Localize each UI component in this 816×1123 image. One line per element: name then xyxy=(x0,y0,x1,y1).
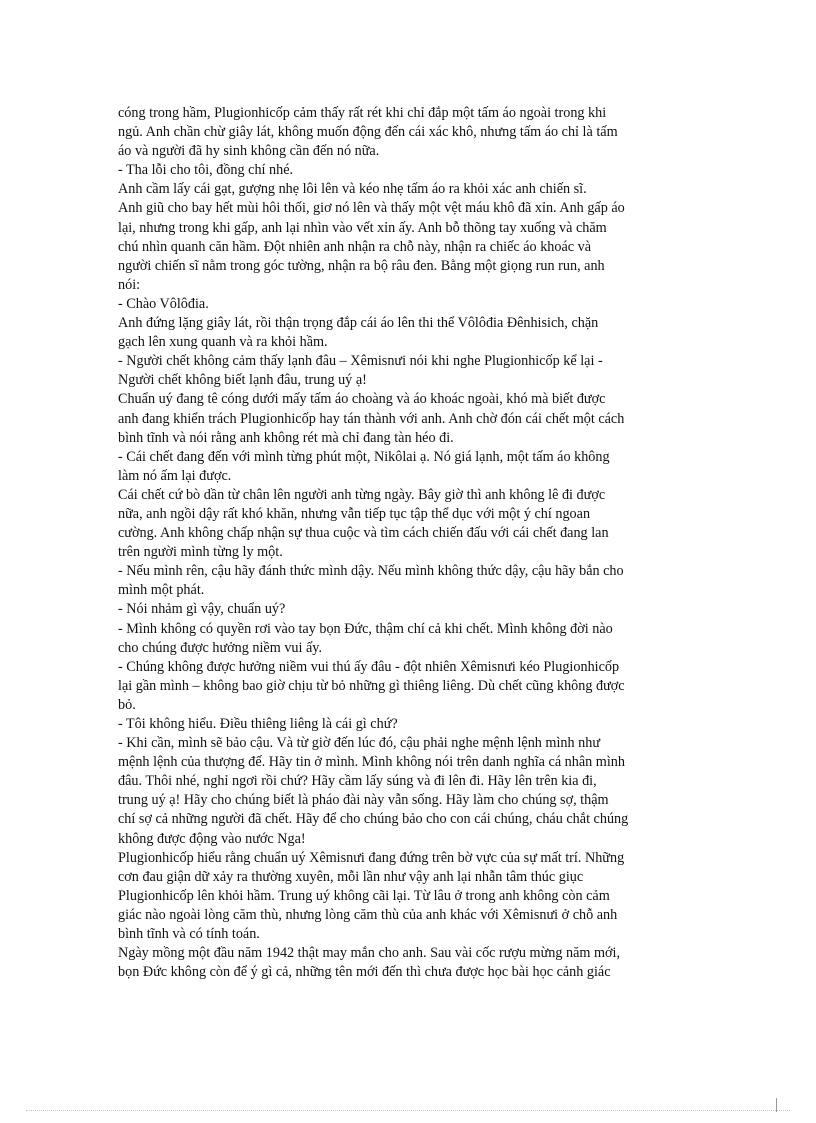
text-line: chú nhìn quanh căn hầm. Đột nhiên anh nhận ra chỗ này, nhận ra chiếc áo khoác và xyxy=(118,238,592,255)
text-line: Cái chết cứ bò dần từ chân lên người anh từng ngày. Bây giờ thì anh không lê đi được xyxy=(118,486,606,503)
text-line: cường. Anh không chấp nhận sự thua cuộc và tìm cách chiến đấu với cái chết đang lan xyxy=(118,525,609,542)
text-line: ngủ. Anh chần chừ giây lát, không muốn động đến cái xác khô, nhưng tấm áo chỉ là tấm xyxy=(118,124,618,141)
text-line: Ngày mồng một đầu năm 1942 thật may mắn cho anh. Sau vài cốc rượu mừng năm mới, xyxy=(118,945,621,962)
text-line: Plugionhicốp lên khỏi hầm. Trung uý không cãi lại. Từ lâu ở trong anh không còn cảm xyxy=(118,887,610,904)
text-line: không được động vào nước Nga! xyxy=(118,830,306,847)
text-line: bình tĩnh và có tính toán. xyxy=(118,926,260,943)
text-line: nữa, anh ngồi dậy rất khó khăn, nhưng vẫn tiếp tục tập thể dục với một ý chí ngoan xyxy=(118,505,591,522)
text-line: nói: xyxy=(118,276,141,293)
text-line: Anh giũ cho bay hết mùi hôi thối, giơ nó lên và thấy một vệt máu khô đã xỉn. Anh gấp áo xyxy=(118,200,625,217)
text-line: chí sợ cả những người đã chết. Hãy để cho chúng bảo cho con cái chúng, cháu chắt chúng xyxy=(118,811,629,828)
text-line: cơn đau giận dữ xảy ra thường xuyên, mỗi lần như vậy anh lại nhẫn tâm thúc giục xyxy=(118,868,584,885)
text-line: - Nếu mình rên, cậu hãy đánh thức mình dậy. Nếu mình không thức dậy, cậu hãy bắn cho xyxy=(118,563,624,580)
text-line: gạch lên xung quanh và ra khỏi hầm. xyxy=(118,334,328,351)
text-line: - Tôi không hiểu. Điều thiêng liêng là cái gì chứ? xyxy=(118,716,398,732)
text-line: - Tha lỗi cho tôi, đồng chí nhé. xyxy=(118,162,294,179)
text-line: - Người chết không cảm thấy lạnh đâu – Xêmisnưi nói khi nghe Plugionhicốp kể lại - xyxy=(118,353,603,370)
text-line: - Mình không có quyền rơi vào tay bọn Đức, thậm chí cả khi chết. Mình không đời nào xyxy=(118,620,613,637)
page-bottom-dotted-rule xyxy=(26,1110,790,1111)
text-line: - Chúng không được hưởng niềm vui thú ấy đâu - đột nhiên Xêmisnưi kéo Plugionhicốp xyxy=(118,658,620,675)
text-line: mệnh lệnh của thượng đế. Hãy tin ở mình. Mình không nói trên danh nghĩa cá nhân mình xyxy=(118,754,625,771)
text-line: cóng trong hầm, Plugionhicốp cảm thấy rất rét khi chỉ đắp một tấm áo ngoài trong khi xyxy=(118,105,607,121)
text-line: Anh đứng lặng giây lát, rồi thận trọng đắp cái áo lên thi thể Vôlôđia Đênhisich, chặn xyxy=(118,315,599,332)
text-line: người chiến sĩ nằm trong góc tường, nhận ra bộ râu đen. Bằng một giọng run run, anh xyxy=(118,257,605,274)
text-line: mình một phát. xyxy=(118,582,205,599)
text-line: Chuẩn uý đang tê cóng dưới mấy tấm áo choàng và áo khoác ngoài, khó mà biết được xyxy=(118,391,606,408)
text-line: bọn Đức không còn để ý gì cả, những tên mới đến thì chưa được học bài học cảnh giác xyxy=(118,964,611,981)
text-line: - Cái chết đang đến với mình từng phút một, Nikôlai ạ. Nó giá lạnh, một tấm áo không xyxy=(118,448,610,465)
text-line: đâu. Thôi nhé, nghỉ ngơi rồi chứ? Hãy cầm lấy súng và đi lên đi. Hãy lên trên kia đi, xyxy=(118,773,597,790)
text-line: Plugionhicốp hiểu rằng chuẩn uý Xêmisnưi đang đứng trên bờ vực của sự mất trí. Những xyxy=(118,849,625,866)
text-line: trên người mình từng ly một. xyxy=(118,544,283,561)
text-line: - Chào Vôlôđia. xyxy=(118,295,209,312)
text-line: trung uý ạ! Hãy cho chúng biết là pháo đài này vẫn sống. Hãy làm cho chúng sợ, thậm xyxy=(118,792,609,809)
text-line: bỏ. xyxy=(118,696,136,713)
page-corner-mark xyxy=(776,1098,777,1112)
text-line: lại, nhưng trong khi gấp, anh lại nhìn vào vết xỉn ấy. Anh bỗ thõng tay xuống và chăm xyxy=(118,219,607,236)
text-line: anh đang khiển trách Plugionhicốp hay tán thành với anh. Anh chờ đón cái chết một cách xyxy=(118,410,625,427)
text-line: Người chết không biết lạnh đâu, trung uý ạ! xyxy=(118,372,367,389)
text-line: giác nào ngoài lòng căm thù, nhưng lòng căm thù của anh khác với Xêmisnưi ở chỗ anh xyxy=(118,906,618,923)
text-line: - Khi cần, mình sẽ bảo cậu. Và từ giờ đến lúc đó, cậu phải nghe mệnh lệnh mình như xyxy=(118,735,601,752)
text-line: cho chúng được hưởng niềm vui ấy. xyxy=(118,639,323,656)
text-line: áo và người đã hy sinh không cần đến nó nữa. xyxy=(118,143,380,160)
document-body xyxy=(118,104,698,982)
text-line: bình tĩnh và nói rằng anh không rét mà chỉ đang tàn héo đi. xyxy=(118,429,454,446)
text-line: Anh cầm lấy cái gạt, gượng nhẹ lôi lên và kéo nhẹ tấm áo ra khỏi xác anh chiến sĩ. xyxy=(118,181,587,198)
text-line: làm nó ấm lại được. xyxy=(118,467,232,484)
text-line: - Nói nhảm gì vậy, chuẩn uý? xyxy=(118,601,286,618)
text-line: lại gần mình – không bao giờ chịu từ bỏ những gì thiêng liêng. Dù chết cũng không được xyxy=(118,677,625,694)
